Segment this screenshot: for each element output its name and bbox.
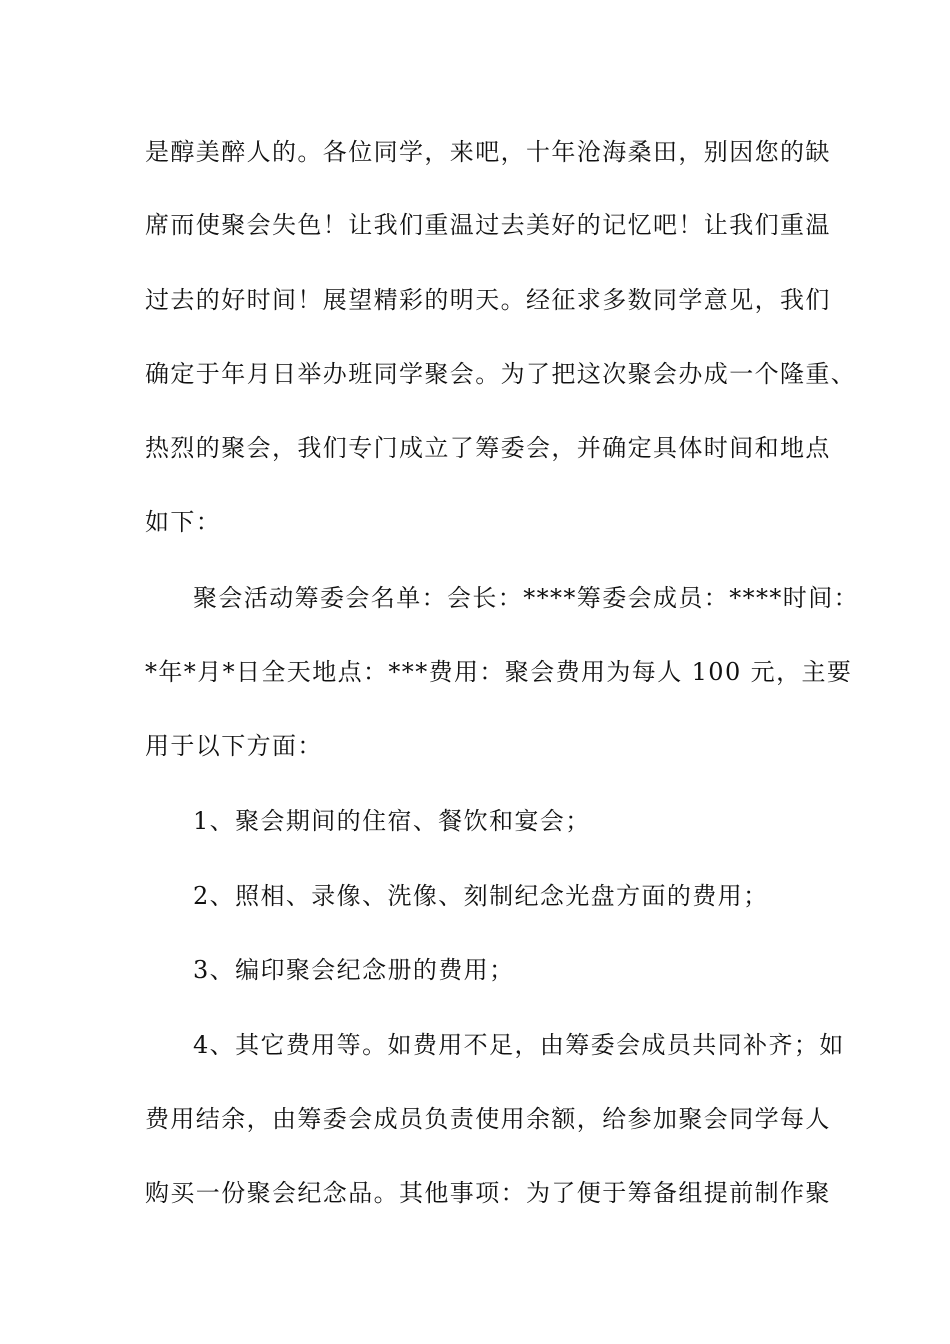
text-line: 购买一份聚会纪念品。其他事项：为了便于筹备组提前制作聚 [145,1179,831,1207]
text-line: 是醇美醉人的。各位同学，来吧，十年沧海桑田，别因您的缺 [145,138,831,166]
text-line: 用于以下方面： [145,732,323,760]
text-line: 过去的好时间！展望精彩的明天。经征求多数同学意见，我们 [145,286,831,314]
list-item: 2、照相、录像、洗像、刻制纪念光盘方面的费用； [193,882,769,910]
text-line: 如下： [145,508,222,536]
text-line: 热烈的聚会，我们专门成立了筹委会，并确定具体时间和地点 [145,434,831,462]
list-item: 3、编印聚会纪念册的费用； [193,956,515,984]
text-line: 费用结余，由筹委会成员负责使用余额，给参加聚会同学每人 [145,1105,831,1133]
text-line: *年*月*日全天地点：***费用：聚会费用为每人 100 元，主要 [145,658,853,686]
text-line: 席而使聚会失色！让我们重温过去美好的记忆吧！让我们重温 [145,211,831,239]
list-item: 1、聚会期间的住宿、餐饮和宴会； [193,807,591,835]
text-line: 聚会活动筹委会名单：会长：****筹委会成员：****时间： [193,584,859,612]
list-item: 4、其它费用等。如费用不足，由筹委会成员共同补齐；如 [193,1031,845,1059]
text-line: 确定于年月日举办班同学聚会。为了把这次聚会办成一个隆重、 [145,360,857,388]
